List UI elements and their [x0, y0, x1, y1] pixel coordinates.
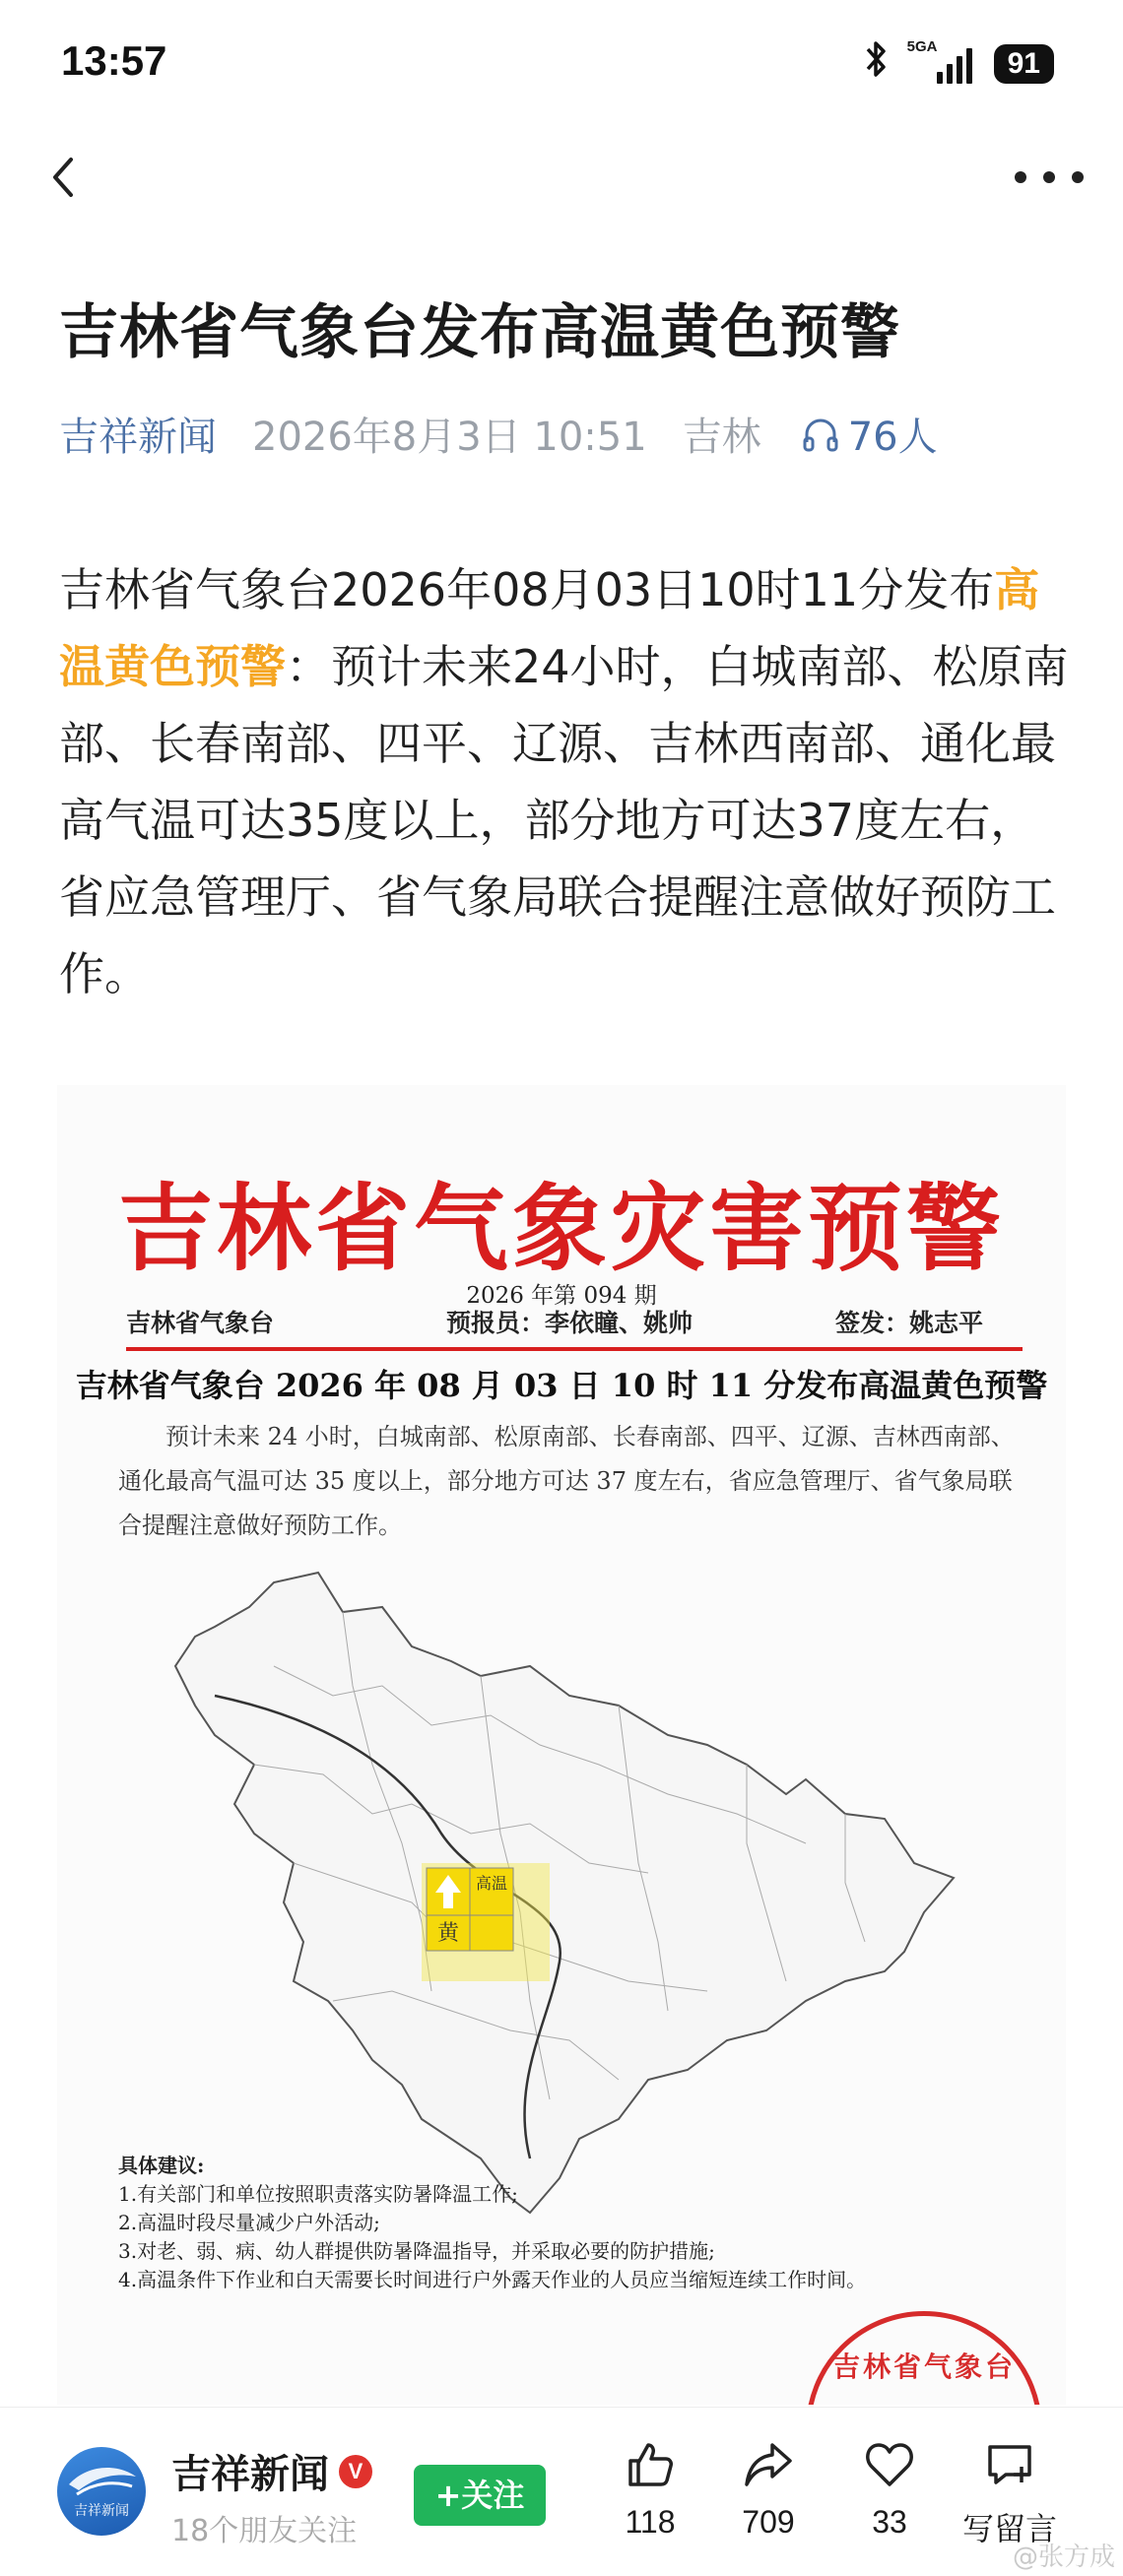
- listen-button[interactable]: [801, 406, 938, 462]
- friends-following: 18个朋友关注: [171, 2514, 358, 2548]
- heart-icon: [862, 2437, 917, 2492]
- badge-text-high: 高温: [475, 1874, 508, 1893]
- advice-title: 具体建议:: [118, 2154, 205, 2177]
- network-type-label: 5GA: [906, 37, 938, 55]
- nav-bar: [0, 128, 1123, 226]
- logo-swoosh-icon: [57, 2455, 146, 2504]
- warning-doc-divider: [126, 1347, 1023, 1351]
- warning-doc-forecaster: 预报员：李依瞳、姚帅: [446, 1309, 694, 1337]
- more-dot: [1072, 171, 1084, 183]
- headphones-icon: [801, 415, 840, 454]
- avatar[interactable]: [57, 2447, 146, 2536]
- warning-doc-issuer: 吉林省气象台: [126, 1309, 275, 1337]
- advice-item: 3.对老、弱、病、幼人群提供防暑降温指导，并采取必要的防护措施;: [118, 2239, 715, 2263]
- body-rest: ：预计未来24小时，白城南部、松原南部、长春南部、四平、辽源、吉林西南部、通化最高气温可达35度以上，部分地方可达37度左右，省应急管理厅、省气象局联合提醒注意做好预防工作。: [59, 640, 1069, 1000]
- high-temp-badge: [427, 1868, 513, 1951]
- bottom-action-bar: [0, 2407, 1123, 2576]
- status-icons: [864, 39, 1054, 88]
- publish-date: 2026年8月3日 10:51: [252, 415, 647, 460]
- share-count: 709: [742, 2504, 795, 2540]
- warning-doc-description: 预计未来 24 小时，白城南部、松原南部、长春南部、四平、辽源、吉林西南部、通化最高气温可达 35 度以上，部分地方可达 37 度左右，省应急管理厅、省气象局联合提醒注意做好预防工作。: [118, 1423, 1015, 1539]
- badge-text-level: 黄: [436, 1921, 460, 1946]
- official-seal-stamp: [806, 2311, 1042, 2405]
- favorite-button[interactable]: [830, 2437, 949, 2541]
- status-bar: [0, 0, 1123, 128]
- more-dot: [1015, 171, 1026, 183]
- advice-item: 2.高温时段尽量减少户外活动;: [118, 2211, 380, 2234]
- comment-label: 写留言: [961, 2511, 1057, 2546]
- bluetooth-icon: [864, 39, 890, 88]
- comment-button[interactable]: [951, 2437, 1069, 2549]
- watermark-text: @张方成: [1012, 2543, 1115, 2572]
- thumbs-up-icon: [623, 2437, 678, 2492]
- like-count: 118: [625, 2504, 676, 2540]
- warning-doc-subtitle: 吉林省气象台 2026 年 08 月 03 日 10 时 11 分发布高温黄色预警: [75, 1367, 1048, 1404]
- comment-add-icon: [982, 2437, 1037, 2492]
- stamp-text: 吉林省气象台: [831, 2351, 1016, 2383]
- signal-icon: [906, 37, 972, 84]
- back-button[interactable]: [37, 148, 97, 207]
- warning-doc-signer: 签发：姚志平: [835, 1309, 984, 1337]
- advice-section: [118, 2152, 1034, 2294]
- article-meta: [59, 406, 938, 462]
- status-time: 13:57: [61, 37, 167, 84]
- share-arrow-icon: [741, 2437, 796, 2492]
- body-prefix: 吉林省气象台2026年08月03日10时11分发布: [59, 563, 995, 616]
- publish-location: 吉林: [682, 415, 761, 460]
- listener-count: 76人: [847, 415, 938, 460]
- warning-doc-title: 吉林省气象灾害预警: [118, 1173, 1005, 1284]
- avatar-label: 吉祥新闻: [74, 2503, 129, 2519]
- jilin-province-map: [156, 1568, 963, 2218]
- like-button[interactable]: [591, 2437, 709, 2541]
- favorite-count: 33: [872, 2504, 907, 2540]
- source-link[interactable]: 吉祥新闻: [59, 415, 217, 460]
- warning-document-image[interactable]: [57, 1085, 1066, 2405]
- battery-indicator: 91: [994, 44, 1054, 84]
- follow-button[interactable]: +关注: [414, 2465, 546, 2526]
- article-body: [59, 551, 1070, 1012]
- more-dot: [1043, 171, 1055, 183]
- warning-highlight: 高温黄色预警: [59, 563, 1040, 693]
- advice-item: 1.有关部门和单位按照职责落实防暑降温工作;: [118, 2182, 518, 2206]
- more-button[interactable]: [1015, 150, 1084, 205]
- article-title: 吉林省气象台发布高温黄色预警: [59, 298, 900, 367]
- warning-doc-issue: 2026 年第 094 期: [466, 1283, 657, 1309]
- chevron-left-icon: [37, 148, 97, 207]
- advice-item: 4.高温条件下作业和白天需要长时间进行户外露天作业的人员应当缩短连续工作时间。: [118, 2268, 867, 2291]
- share-button[interactable]: [709, 2437, 827, 2541]
- verified-icon: V: [339, 2455, 372, 2488]
- account-name[interactable]: [171, 2443, 372, 2499]
- account-name-text: 吉祥新闻: [171, 2452, 329, 2497]
